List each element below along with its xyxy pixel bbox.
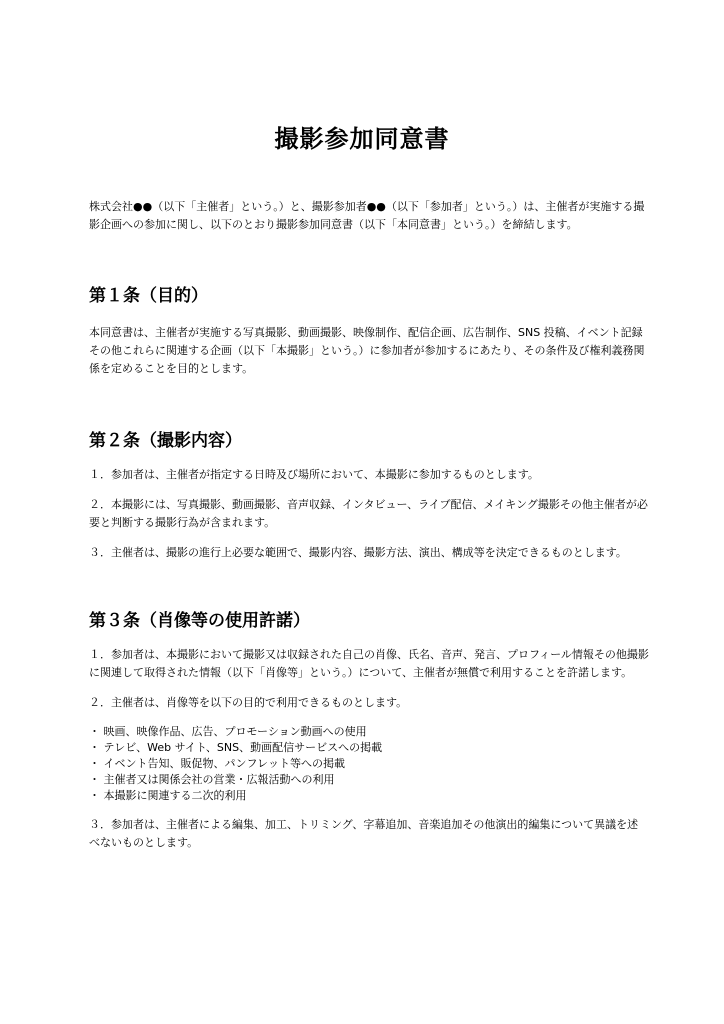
list-item: ・ 主催者又は関係会社の営業・広報活動への利用	[89, 773, 335, 786]
article-1-body: 本同意書は、主催者が実施する写真撮影、動画撮影、映像制作、配信企画、広告制作、SNS 投稿、イベント記録その他これらに関連する企画（以下「本撮影」という。）に参加者が参加するにあたり、その条件及び権利義務関係を定めることを目的とします。	[89, 326, 645, 375]
document-title: 撮影参加同意書	[274, 125, 450, 153]
article-3-heading: 第３条（肖像等の使用許諾）	[89, 611, 310, 631]
list-item: ・ 本撮影に関連する二次的利用	[89, 789, 247, 802]
article-3-item-2: ２．主催者は、肖像等を以下の目的で利用できるものとします。	[89, 696, 408, 709]
list-item: ・ 映画、映像作品、広告、プロモーション動画への使用	[89, 725, 367, 738]
article-1-heading: 第１条（目的）	[89, 286, 208, 306]
list-item: ・ テレビ、Web サイト、SNS、動画配信サービスへの掲載	[89, 741, 383, 754]
article-2-item-1: １．参加者は、主催者が指定する日時及び場所において、本撮影に参加するものとします。	[89, 468, 539, 481]
usage-purpose-list	[89, 724, 649, 804]
article-2-heading: 第２条（撮影内容）	[89, 431, 242, 451]
article-3-item-3: ３．参加者は、主催者による編集、加工、トリミング、字幕追加、音楽追加その他演出的編集について異議を述べないものとします。	[89, 818, 639, 849]
document-body	[89, 198, 649, 852]
intro-paragraph: 株式会社●●（以下「主催者」という。）と、撮影参加者●●（以下「参加者」という。）は、主催者が実施する撮影企画への参加に関し、以下のとおり撮影参加同意書（以下「本同意書」という。）を締結します。	[89, 200, 645, 231]
list-item: ・ イベント告知、販促物、パンフレット等への掲載	[89, 757, 345, 770]
article-3-item-1: １．参加者は、本撮影において撮影又は収録された自己の肖像、氏名、音声、発言、プロフィール情報その他撮影に関連して取得された情報（以下「肖像等」という。）について、主催者が無償で利用することを許諾します。	[89, 648, 649, 679]
article-2-item-2: ２．本撮影には、写真撮影、動画撮影、音声収録、インタビュー、ライブ配信、メイキング撮影その他主催者が必要と判断する撮影行為が含まれます。	[89, 498, 648, 529]
article-2-item-3: ３．主催者は、撮影の進行上必要な範囲で、撮影内容、撮影方法、演出、構成等を決定できるものとします。	[89, 546, 627, 559]
